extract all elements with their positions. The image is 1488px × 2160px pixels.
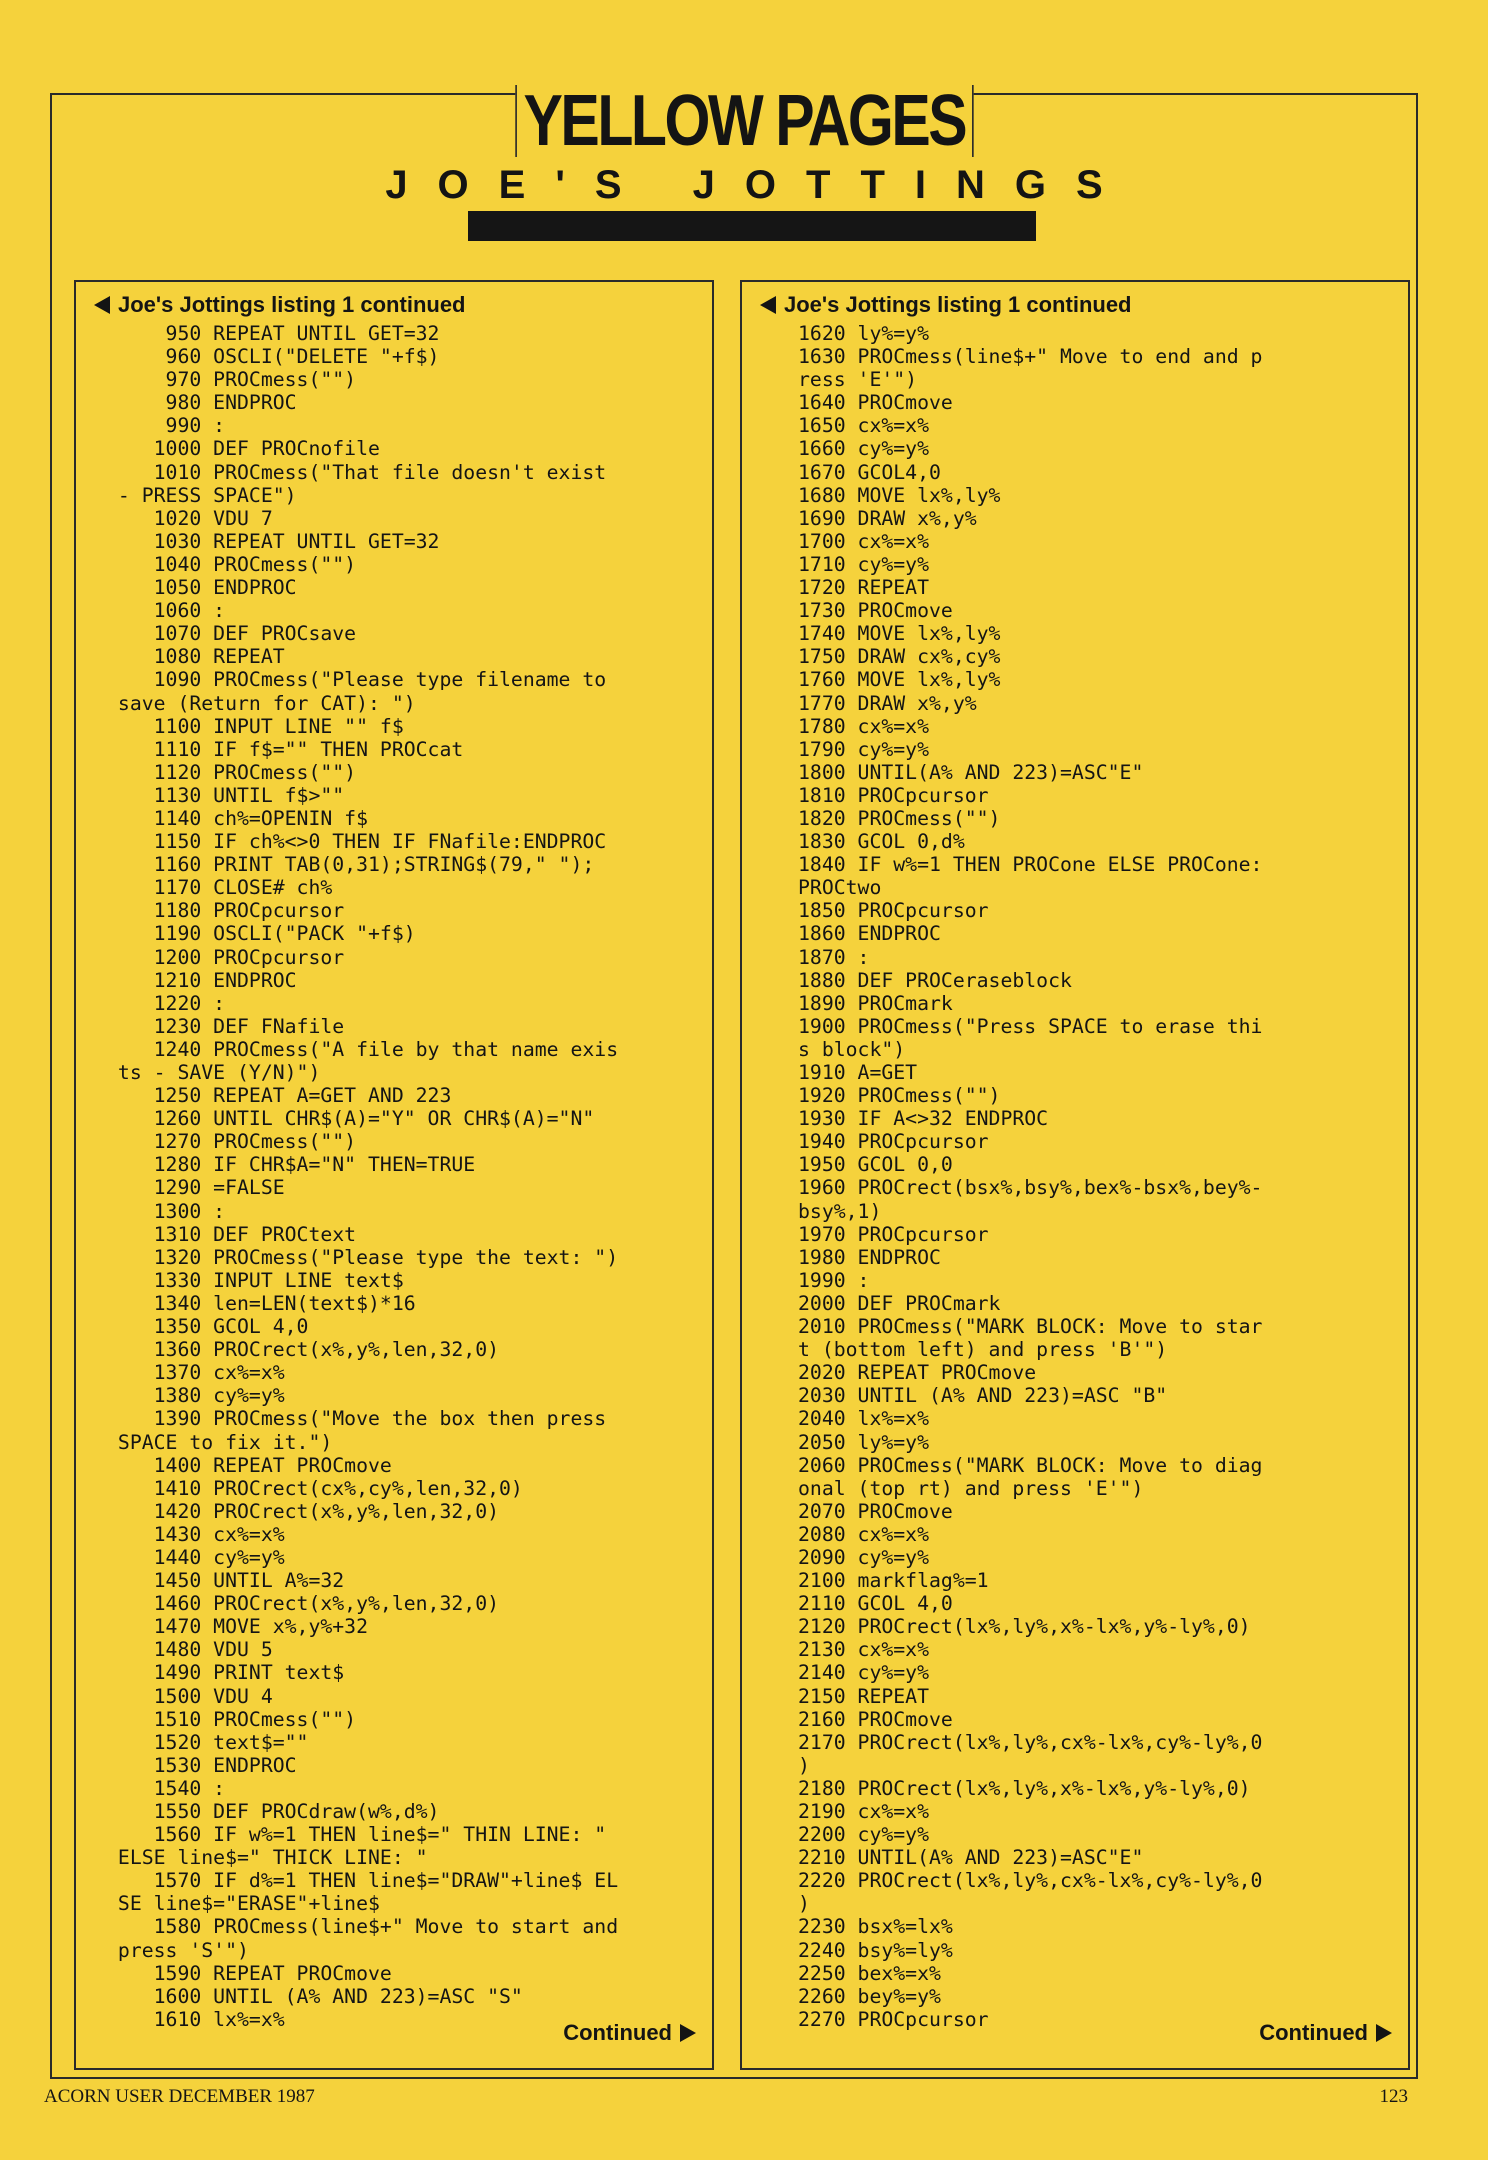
code-line: 1370 cx%=x% xyxy=(106,1361,285,1385)
code-line: 1560 IF w%=1 THEN line$=" THIN LINE: " xyxy=(106,1823,607,1847)
code-line: 1160 PRINT TAB(0,31);STRING$(79," "); xyxy=(106,853,595,877)
arrow-right-icon xyxy=(680,2024,696,2042)
code-line: 1210 ENDPROC xyxy=(106,968,297,992)
code-line: 1320 PROCmess("Please type the text: ") xyxy=(106,1245,619,1269)
arrow-right-icon xyxy=(1376,2024,1392,2042)
code-line: 1970 PROCpcursor xyxy=(798,1222,989,1246)
footer-issue: ACORN USER DECEMBER 1987 xyxy=(44,2086,315,2107)
code-line: 1900 PROCmess("Press SPACE to erase thi xyxy=(798,1014,1263,1038)
code-line: 2080 cx%=x% xyxy=(798,1522,930,1546)
code-line: 1860 ENDPROC xyxy=(798,922,941,946)
code-line: 1470 MOVE x%,y%+32 xyxy=(106,1615,369,1639)
code-line: 1800 UNTIL(A% AND 223)=ASC"E" xyxy=(798,760,1144,784)
code-line: 1250 REPEAT A=GET AND 223 xyxy=(106,1084,452,1108)
code-line: 2220 PROCrect(lx%,ly%,cx%-lx%,cy%-ly%,0 xyxy=(798,1869,1263,1893)
code-line: 1670 GCOL4,0 xyxy=(798,460,941,484)
right-continued-text: Continued xyxy=(1259,2020,1368,2045)
code-line: 1880 DEF PROCeraseblock xyxy=(798,968,1072,992)
code-line: 1830 GCOL 0,d% xyxy=(798,830,965,854)
code-line: 1230 DEF FNafile xyxy=(106,1014,345,1038)
code-line: 2240 bsy%=ly% xyxy=(798,1938,953,1962)
code-line: onal (top rt) and press 'E'") xyxy=(798,1476,1144,1500)
code-line: - PRESS SPACE") xyxy=(106,483,297,507)
code-line: 1790 cy%=y% xyxy=(798,737,930,761)
code-line: 1490 PRINT text$ xyxy=(106,1661,345,1685)
code-line: 1920 PROCmess("") xyxy=(798,1084,1001,1108)
code-line: 1770 DRAW x%,y% xyxy=(798,691,977,715)
code-line: 2180 PROCrect(lx%,ly%,x%-lx%,y%-ly%,0) xyxy=(798,1776,1251,1800)
code-line: ELSE line$=" THICK LINE: " xyxy=(106,1846,428,1870)
code-line: 1280 IF CHR$A="N" THEN=TRUE xyxy=(106,1153,476,1177)
code-line: 1190 OSCLI("PACK "+f$) xyxy=(106,922,416,946)
code-line: 1480 VDU 5 xyxy=(106,1638,273,1662)
code-line: 1510 PROCmess("") xyxy=(106,1707,357,1731)
code-line: ) xyxy=(798,1753,810,1777)
code-line: 1410 PROCrect(cx%,cy%,len,32,0) xyxy=(106,1476,523,1500)
code-line: 1620 ly%=y% xyxy=(798,322,930,345)
code-line: 1600 UNTIL (A% AND 223)=ASC "S" xyxy=(106,1984,523,2008)
code-line: 2100 markflag%=1 xyxy=(798,1569,989,1593)
code-line: 2020 REPEAT PROCmove xyxy=(798,1361,1037,1385)
code-line: 2040 lx%=x% xyxy=(798,1407,930,1431)
code-line: 1080 REPEAT xyxy=(106,645,285,669)
footer-page-number: 123 xyxy=(1379,2086,1408,2107)
code-line: 1340 len=LEN(text$)*16 xyxy=(106,1291,416,1315)
code-line: 1550 DEF PROCdraw(w%,d%) xyxy=(106,1800,440,1823)
code-line: 1000 DEF PROCnofile xyxy=(106,437,380,461)
code-line: 2200 cy%=y% xyxy=(798,1823,930,1847)
masthead-subtitle: JOE'S JOTTINGS xyxy=(385,163,1133,207)
masthead-title: YELLOW PAGES xyxy=(515,85,973,157)
code-line: 1850 PROCpcursor xyxy=(798,899,989,923)
code-line: 1870 : xyxy=(798,945,870,969)
code-line: 1630 PROCmess(line$+" Move to end and p xyxy=(798,345,1263,369)
right-code-listing xyxy=(742,322,1408,2031)
code-line: s block") xyxy=(798,1037,906,1061)
code-line: 1040 PROCmess("") xyxy=(106,552,357,576)
code-line: 970 PROCmess("") xyxy=(106,368,357,392)
code-line: 1070 DEF PROCsave xyxy=(106,622,357,646)
left-continued-text: Continued xyxy=(563,2020,672,2045)
code-line: 1710 cy%=y% xyxy=(798,552,930,576)
code-line: 1440 cy%=y% xyxy=(106,1545,285,1569)
left-listing-column xyxy=(74,280,714,2070)
code-line: PROCtwo xyxy=(798,876,882,900)
code-line: save (Return for CAT): ") xyxy=(106,691,416,715)
code-line: 1520 text$="" xyxy=(106,1730,309,1754)
code-line: 1530 ENDPROC xyxy=(106,1753,297,1777)
code-line: 2070 PROCmove xyxy=(798,1499,953,1523)
code-line: 2210 UNTIL(A% AND 223)=ASC"E" xyxy=(798,1846,1144,1870)
code-line: 1290 =FALSE xyxy=(106,1176,285,1200)
code-line: 1090 PROCmess("Please type filename to xyxy=(106,668,607,692)
arrow-left-icon xyxy=(760,296,776,314)
code-line: 1700 cx%=x% xyxy=(798,529,930,553)
code-line: 1580 PROCmess(line$+" Move to start and xyxy=(106,1915,619,1939)
code-line: 1640 PROCmove xyxy=(798,391,953,415)
code-line: 990 : xyxy=(106,414,226,438)
code-line: 1400 REPEAT PROCmove xyxy=(106,1453,392,1477)
code-line: 2050 ly%=y% xyxy=(798,1430,930,1454)
arrow-left-icon xyxy=(94,296,110,314)
code-line: t (bottom left) and press 'B'") xyxy=(798,1338,1168,1362)
code-line: 2270 PROCpcursor xyxy=(798,2007,989,2031)
code-line: bsy%,1) xyxy=(798,1199,882,1223)
code-line: ts - SAVE (Y/N)") xyxy=(106,1061,321,1084)
code-line: 1100 INPUT LINE "" f$ xyxy=(106,714,404,738)
code-line: 1460 PROCrect(x%,y%,len,32,0) xyxy=(106,1592,500,1616)
code-line: 1940 PROCpcursor xyxy=(798,1130,989,1154)
code-line: 1680 MOVE lx%,ly% xyxy=(798,483,1001,507)
code-line: 2030 UNTIL (A% AND 223)=ASC "B" xyxy=(798,1384,1168,1408)
masthead-bar xyxy=(468,211,1036,241)
code-line: 2160 PROCmove xyxy=(798,1707,953,1731)
code-line: 1430 cx%=x% xyxy=(106,1522,285,1546)
code-line: 1020 VDU 7 xyxy=(106,506,273,530)
code-line: 2140 cy%=y% xyxy=(798,1661,930,1685)
code-line: 1310 DEF PROCtext xyxy=(106,1222,357,1246)
code-line: 980 ENDPROC xyxy=(106,391,297,415)
code-line: 2230 bsx%=lx% xyxy=(798,1915,953,1939)
code-line: 1030 REPEAT UNTIL GET=32 xyxy=(106,529,440,553)
code-line: 1570 IF d%=1 THEN line$="DRAW"+line$ EL xyxy=(106,1869,619,1893)
code-line: 1170 CLOSE# ch% xyxy=(106,876,333,900)
code-line: 2250 bex%=x% xyxy=(798,1961,941,1985)
code-line: 1050 ENDPROC xyxy=(106,576,297,600)
code-line: 950 REPEAT UNTIL GET=32 xyxy=(106,322,440,345)
code-line: 1690 DRAW x%,y% xyxy=(798,506,977,530)
code-line: SPACE to fix it.") xyxy=(106,1430,333,1454)
code-line: 1720 REPEAT xyxy=(798,576,930,600)
code-line: 1390 PROCmess("Move the box then press xyxy=(106,1407,607,1431)
code-line: 1610 lx%=x% xyxy=(106,2007,285,2031)
code-line: 1840 IF w%=1 THEN PROCone ELSE PROCone: xyxy=(798,853,1263,877)
code-line: 1590 REPEAT PROCmove xyxy=(106,1961,392,1985)
code-line: 1220 : xyxy=(106,991,226,1015)
code-line: 2260 bey%=y% xyxy=(798,1984,941,2008)
code-line: 1150 IF ch%<>0 THEN IF FNafile:ENDPROC xyxy=(106,830,607,854)
code-line: 1180 PROCpcursor xyxy=(106,899,345,923)
code-line: 2090 cy%=y% xyxy=(798,1545,930,1569)
code-line: 1060 : xyxy=(106,599,226,623)
code-line: SE line$="ERASE"+line$ xyxy=(106,1892,380,1916)
code-line: 1500 VDU 4 xyxy=(106,1684,273,1708)
code-line: 2060 PROCmess("MARK BLOCK: Move to diag xyxy=(798,1453,1263,1477)
code-line: 1930 IF A<>32 ENDPROC xyxy=(798,1107,1049,1131)
code-line: 960 OSCLI("DELETE "+f$) xyxy=(106,345,440,369)
code-line: 2190 cx%=x% xyxy=(798,1800,930,1823)
left-column-heading xyxy=(94,292,712,318)
code-line: press 'S'") xyxy=(106,1938,249,1962)
code-line: 1140 ch%=OPENIN f$ xyxy=(106,806,369,830)
code-line: 1300 : xyxy=(106,1199,226,1223)
code-line: 2120 PROCrect(lx%,ly%,x%-lx%,y%-ly%,0) xyxy=(798,1615,1251,1639)
left-continued xyxy=(563,2020,696,2046)
code-line: 1200 PROCpcursor xyxy=(106,945,345,969)
code-line: 1910 A=GET xyxy=(798,1061,918,1084)
left-code-listing xyxy=(76,322,712,2031)
code-line: 1240 PROCmess("A file by that name exis xyxy=(106,1037,619,1061)
code-line: ress 'E'") xyxy=(798,368,918,392)
code-line: 1120 PROCmess("") xyxy=(106,760,357,784)
left-column-heading-text: Joe's Jottings listing 1 continued xyxy=(118,292,466,317)
code-line: 2010 PROCmess("MARK BLOCK: Move to star xyxy=(798,1315,1263,1339)
code-line: 1760 MOVE lx%,ly% xyxy=(798,668,1001,692)
code-line: 1740 MOVE lx%,ly% xyxy=(798,622,1001,646)
code-line: 1360 PROCrect(x%,y%,len,32,0) xyxy=(106,1338,500,1362)
code-line: 1010 PROCmess("That file doesn't exist xyxy=(106,460,607,484)
code-line: 1110 IF f$="" THEN PROCcat xyxy=(106,737,464,761)
code-line: 1270 PROCmess("") xyxy=(106,1130,357,1154)
code-line: 1730 PROCmove xyxy=(798,599,953,623)
code-line: 1380 cy%=y% xyxy=(106,1384,285,1408)
code-line: 1450 UNTIL A%=32 xyxy=(106,1569,345,1593)
right-column-heading-text: Joe's Jottings listing 1 continued xyxy=(784,292,1132,317)
code-line: 1810 PROCpcursor xyxy=(798,783,989,807)
code-line: 1650 cx%=x% xyxy=(798,414,930,438)
code-line: 2150 REPEAT xyxy=(798,1684,930,1708)
code-line: 1540 : xyxy=(106,1776,226,1800)
code-line: 1750 DRAW cx%,cy% xyxy=(798,645,1001,669)
code-line: 2170 PROCrect(lx%,ly%,cx%-lx%,cy%-ly%,0 xyxy=(798,1730,1263,1754)
code-line: 2000 DEF PROCmark xyxy=(798,1291,1001,1315)
code-line: 1350 GCOL 4,0 xyxy=(106,1315,309,1339)
code-line: 1960 PROCrect(bsx%,bsy%,bex%-bsx%,bey%- xyxy=(798,1176,1263,1200)
code-line: 1420 PROCrect(x%,y%,len,32,0) xyxy=(106,1499,500,1523)
code-line: 1330 INPUT LINE text$ xyxy=(106,1268,404,1292)
code-line: 1780 cx%=x% xyxy=(798,714,930,738)
right-column-heading xyxy=(760,292,1408,318)
code-line: ) xyxy=(798,1892,810,1916)
code-line: 1950 GCOL 0,0 xyxy=(798,1153,953,1177)
code-line: 1980 ENDPROC xyxy=(798,1245,941,1269)
code-line: 1820 PROCmess("") xyxy=(798,806,1001,830)
right-listing-column xyxy=(740,280,1410,2070)
code-line: 2130 cx%=x% xyxy=(798,1638,930,1662)
right-continued xyxy=(1259,2020,1392,2046)
code-line: 1660 cy%=y% xyxy=(798,437,930,461)
masthead xyxy=(0,81,1488,241)
code-line: 1990 : xyxy=(798,1268,870,1292)
code-line: 2110 GCOL 4,0 xyxy=(798,1592,953,1616)
code-line: 1130 UNTIL f$>"" xyxy=(106,783,345,807)
code-line: 1890 PROCmark xyxy=(798,991,953,1015)
code-line: 1260 UNTIL CHR$(A)="Y" OR CHR$(A)="N" xyxy=(106,1107,595,1131)
